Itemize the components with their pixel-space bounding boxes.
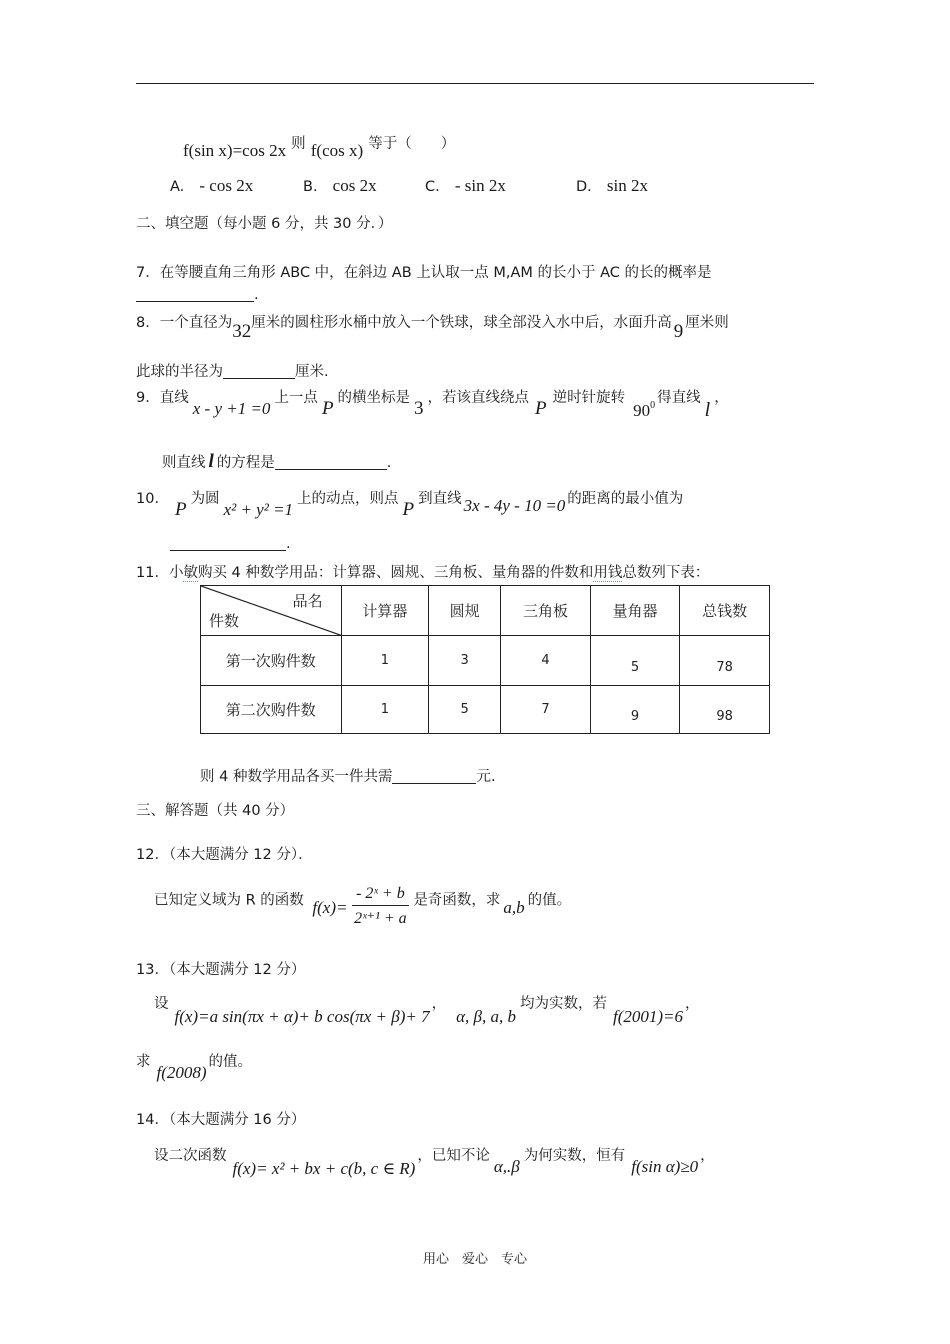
q12-vars: a,b xyxy=(503,897,525,917)
q13-head: 13．（本大题满分 12 分） xyxy=(136,962,306,978)
q9-line-l: l xyxy=(704,399,711,421)
page-footer: 用心 爱心 专心 xyxy=(422,1252,527,1267)
q6-option-c: C. - sin 2x xyxy=(425,176,506,195)
header-calculator: 计算器 xyxy=(341,586,429,636)
corner-top-label: 品名 xyxy=(292,592,323,610)
header-total: 总钱数 xyxy=(680,586,770,636)
row-label: 第一次购件数 xyxy=(201,636,342,686)
q7-answer-line: . xyxy=(136,287,259,303)
q11-blank[interactable] xyxy=(392,769,476,784)
header-compass: 圆规 xyxy=(429,586,501,636)
goods-table xyxy=(200,585,770,734)
q9-x0: 3 xyxy=(414,398,424,419)
corner-bottom-label: 件数 xyxy=(209,612,240,630)
header-rule xyxy=(136,83,814,84)
q8-line2: 此球的半径为 厘米. xyxy=(136,364,329,380)
q10-answer-line: . xyxy=(170,536,291,552)
q7-blank[interactable] xyxy=(136,287,254,302)
q9-line2: 则直线 l 的方程是 . xyxy=(162,451,392,472)
table-cell: 1 xyxy=(341,686,429,734)
q13-vars: α, β, a, b xyxy=(456,1007,516,1026)
q6-stem-rhs: f(cos x) xyxy=(310,141,364,160)
q13-given: f(2001)=6 xyxy=(613,1007,684,1026)
q11-ask: 则 4 种数学用品各买一件共需 元. xyxy=(200,769,496,785)
q9-line-eq: x - y +1 =0 xyxy=(192,399,271,418)
q9-line1: 9．直线x - y +1 =0上一点 P 的横坐标是 3 ，若该直线绕点 P 逆时针旋转$90^0$ 得直线l， xyxy=(136,390,729,421)
table-cell: 3 xyxy=(429,636,501,686)
q12-head: 12．（本大题满分 12 分）． xyxy=(136,847,313,863)
q10-line1: 10． P 为圆x² + y² =1上的动点，则点 P 到直线 3x - 4y - 10 =0 的距离的最小值为 xyxy=(136,491,684,520)
q6-option-d: D. sin 2x xyxy=(576,176,648,195)
q8-height: 9 xyxy=(673,321,684,342)
table-header-row xyxy=(201,586,770,636)
q13-fx: f(x)=a sin(πx + α)+ b cos(πx + β)+ 7 xyxy=(174,1007,430,1026)
table-cell: 9 xyxy=(590,686,680,734)
q6-stem-lhs: f(sin x)=cos 2x xyxy=(183,141,287,160)
section2-title: 二、填空题（每小题 6 分，共 30 分．） xyxy=(136,216,393,232)
table-corner-cell xyxy=(201,586,342,636)
q14-vars: α,.β xyxy=(493,1157,520,1176)
q12-denominator: 2ˣ⁺¹ + a xyxy=(354,910,407,927)
q10-line: 3x - 4y - 10 =0 xyxy=(463,496,566,515)
q14-fx: f(x)= x² + bx + c(b, c ∈ R) xyxy=(232,1159,416,1178)
section3-title: 三、解答题（共 40 分） xyxy=(136,803,295,819)
q9-blank[interactable] xyxy=(275,455,387,470)
header-triangle: 三角板 xyxy=(501,586,591,636)
table-cell: 98 xyxy=(680,686,770,734)
q8-diameter: 32 xyxy=(232,321,252,342)
q14-body: 设二次函数f(x)= x² + bx + c(b, c ∈ R)，已知不论α,.β为何实数，恒有f(sin α)≥0， xyxy=(154,1148,715,1178)
q9-point-p: P xyxy=(321,398,334,419)
q8-blank[interactable] xyxy=(223,364,295,379)
q10-blank[interactable] xyxy=(170,536,286,551)
q14-head: 14．（本大题满分 16 分） xyxy=(136,1112,306,1128)
q11-stem: 11．小敏购买 4 种数学用品：计算器、圆规、三角板、量角器的件数和用钱总数列下表： xyxy=(136,565,710,581)
q12-numerator: - 2ˣ + b xyxy=(352,885,409,906)
q6-option-b: B. cos 2x xyxy=(303,176,377,195)
q6-stem xyxy=(183,132,455,161)
table-cell: 4 xyxy=(501,636,591,686)
q10-point-p: P xyxy=(174,499,187,520)
table-row xyxy=(201,636,770,686)
table-cell: 78 xyxy=(680,636,770,686)
q6-then: 则 xyxy=(291,136,306,152)
q9-angle: $90^0$ xyxy=(633,400,656,420)
q12-body: 已知定义域为 R 的函数 f(x)= $\frac{\text{- 2ˣ + b}}{\text{2ˣ⁺¹ + a}}$ 是奇函数，求 a,b 的值。 xyxy=(154,885,572,927)
q6-equals: 等于（ ） xyxy=(368,136,456,152)
q7-text: 7．在等腰直角三角形 ABC 中，在斜边 AB 上认取一点 M,AM 的长小于 AC 的长的概率是 xyxy=(136,265,712,281)
q14-cond: f(sin α)≥0 xyxy=(631,1157,699,1176)
table-row xyxy=(201,686,770,734)
table-cell: 5 xyxy=(429,686,501,734)
q13-target: f(2008) xyxy=(156,1063,207,1082)
q10-circle: x² + y² =1 xyxy=(223,500,294,519)
q13-body: 设f(x)=a sin(πx + α)+ b cos(πx + β)+ 7，α, β, a, b均为实数，若f(2001)=6， xyxy=(154,996,700,1026)
q13-ask: 求f(2008)的值。 xyxy=(136,1054,253,1082)
table-cell: 5 xyxy=(590,636,680,686)
row-label: 第二次购件数 xyxy=(201,686,342,734)
header-protractor: 量角器 xyxy=(590,586,680,636)
q12-f: f(x)= xyxy=(312,897,348,917)
q12-fraction xyxy=(352,885,409,928)
q6-option-a: A. - cos 2x xyxy=(170,176,254,195)
table-cell: 1 xyxy=(341,636,429,686)
q8-line1: 8．一个直径为32厘米的圆柱形水桶中放入一个铁球，球全部没入水中后，水面升高 9 厘米则 xyxy=(136,315,729,342)
table-cell: 7 xyxy=(501,686,591,734)
